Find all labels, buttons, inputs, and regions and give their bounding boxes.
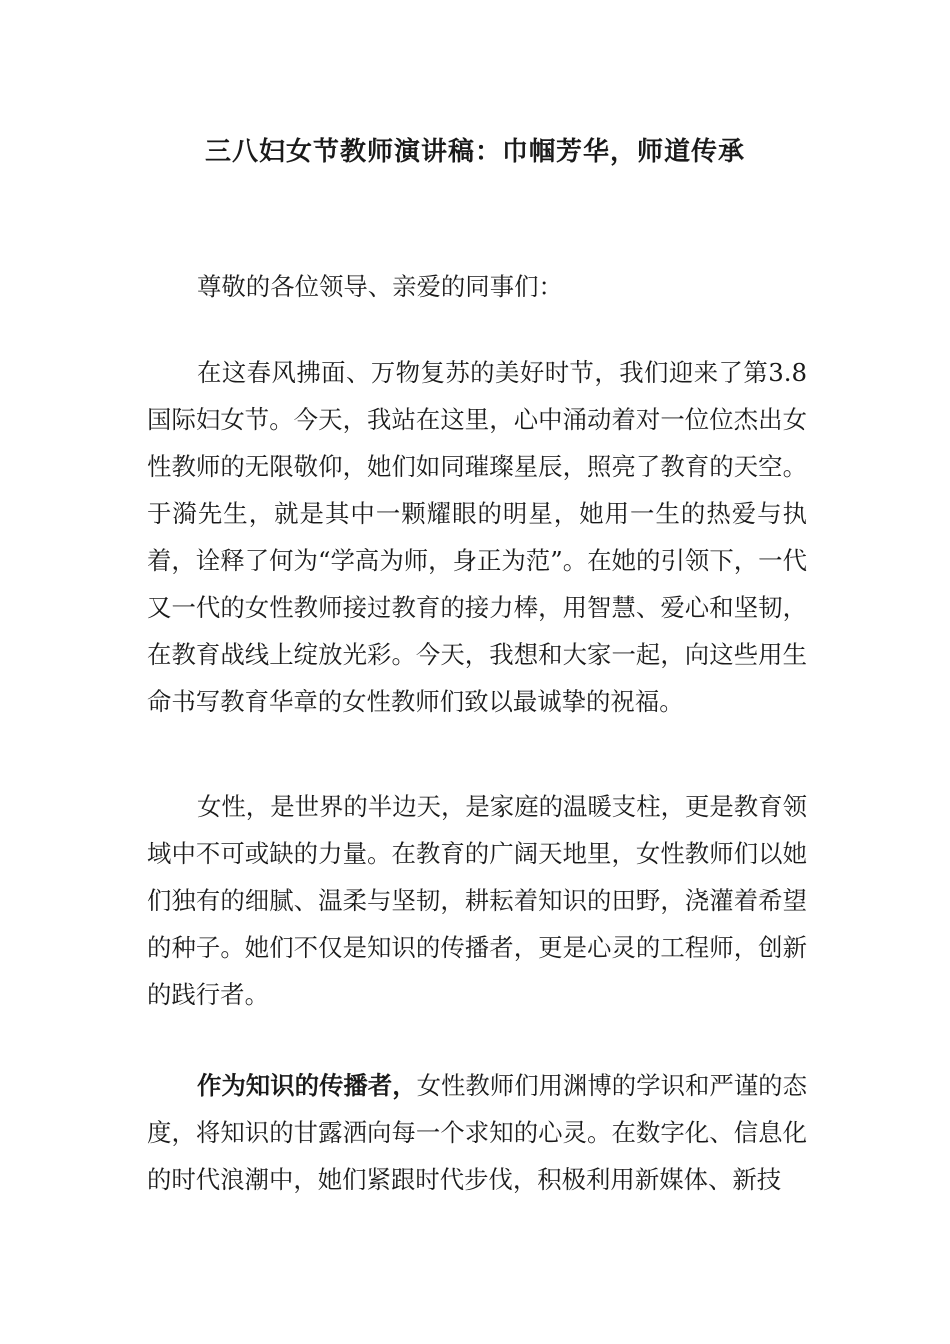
paragraph-1: 在这春风拂面、万物复苏的美好时节，我们迎来了第3.8国际妇女节。今天，我站在这里，心中涌动着对一位位杰出女性教师的无限敬仰，她们如同璀璨星辰，照亮了教育的天空。于漪先生，就是其中一颗耀眼的明星，她用一生的热爱与执着，诠释了何为“学高为师，身正为范”。在她的引领下，一代又一代的女性教师接过教育的接力棒，用智慧、爱心和坚韧，在教育战线上绽放光彩。今天，我想和大家一起，向这些用生命书写教育华章的女性教师们致以最诚挚的祝福。 xyxy=(147,358,807,716)
salutation: 尊敬的各位领导、亲爱的同事们： xyxy=(197,272,563,301)
paragraph-3-lead: 作为知识的传播者， xyxy=(197,1071,417,1100)
paragraph-2: 女性，是世界的半边天，是家庭的温暖支柱，更是教育领域中不可或缺的力量。在教育的广阔天地里，女性教师们以她们独有的细腻、温柔与坚韧，耕耘着知识的田野，浇灌着希望的种子。她们不仅是知识的传播者，更是心灵的工程师，创新的践行者。 xyxy=(147,792,807,1009)
paragraph-3-text: 女性教师们用渊博的学识和严谨的态度，将知识的甘露洒向每一个求知的心灵。在数字化、信息化的时代浪潮中，她们紧跟时代步伐，积极利用新媒体、新技 xyxy=(147,1071,807,1194)
paragraph-3 xyxy=(147,1062,807,1203)
document-title: 三八妇女节教师演讲稿：巾帼芳华，师道传承 xyxy=(204,137,745,167)
